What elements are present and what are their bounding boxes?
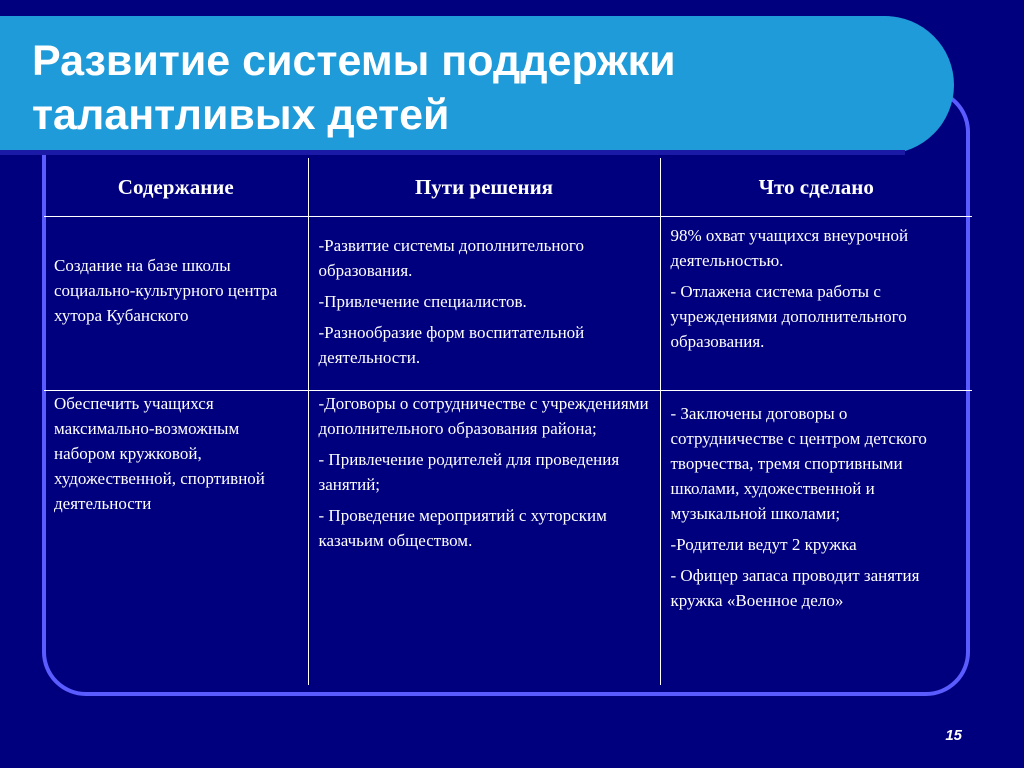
content-cell [44,217,308,391]
solutions-cell [308,217,660,391]
done-cell [660,217,972,391]
header-content: Содержание [44,158,308,217]
cell-text: - Офицер запаса проводит занятия кружка «Военное дело» [670,566,920,610]
done-cell [660,391,972,685]
title-bar [0,16,954,154]
title-underline [0,150,905,155]
cell-text: - Проведение мероприятий с хуторским казачьим обществом. [318,506,607,550]
content-cell [44,391,308,685]
cell-text: -Договоры о сотрудничестве с учреждениями дополнительного образования района; [318,394,649,438]
cell-text: Обеспечить учащихся максимально-возможным набором кружковой, художественной, спортивной деятельности [54,394,265,513]
cell-text: Создание на базе школы социально-культурного центра хутора Кубанского [54,256,278,325]
cell-text: - Привлечение родителей для проведения занятий; [318,450,620,494]
cell-text: -Разнообразие форм воспитательной деятельности. [318,323,585,367]
cell-text: - Отлажена система работы с учреждениями дополнительного образования. [670,282,907,351]
header-done: Что сделано [660,158,972,217]
page-number: 15 [945,727,962,744]
content-table [44,158,972,685]
table-row [44,391,972,685]
cell-text: - Заключены договоры о сотрудничестве с центром детского творчества, тремя спортивными школами, художественной и музыкальной школами; [670,404,927,523]
table-header-row [44,158,972,217]
cell-text: -Родители ведут 2 кружка [670,535,857,554]
slide-title: Развитие системы поддержки талантливых детей [32,37,676,139]
solutions-cell [308,391,660,685]
cell-text: -Развитие системы дополнительного образования. [318,236,584,280]
cell-text: 98% охват учащихся внеурочной деятельностью. [670,226,909,270]
header-solutions: Пути решения [308,158,660,217]
cell-text: -Привлечение специалистов. [318,292,527,311]
table-row [44,217,972,391]
